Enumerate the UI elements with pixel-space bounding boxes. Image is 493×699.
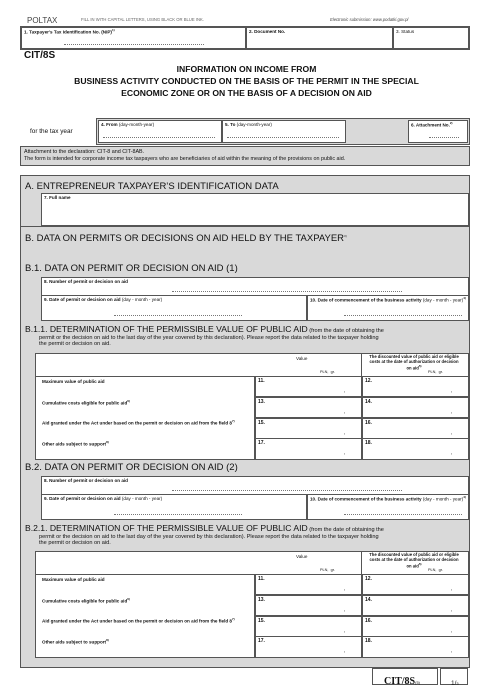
attachment-note — [20, 146, 470, 166]
b1-field-11-num: 11. — [258, 378, 265, 384]
b1-col-disc1: The discounted value of public aid or eligible — [369, 354, 459, 359]
attachment-no-field[interactable] — [408, 120, 468, 143]
b2-row-label-4: Other aids subject to support — [42, 639, 107, 645]
b1-field-14[interactable]: 14. , — [362, 397, 469, 418]
from-date-field[interactable] — [98, 120, 222, 143]
b2-permit-date-hint: (day - month - year) — [121, 496, 163, 501]
attachment-note-line2: The form is intended for corporate income tax taxpayers who are beneficiaries of aid within the meaning of the provisions on public aid. — [24, 156, 346, 162]
b1-col-disc2: costs at the date of authorization or decision — [369, 358, 459, 364]
b2-det-text1: (from the date of obtaining the — [309, 527, 384, 533]
b1-commencement-footnote: 4) — [463, 296, 466, 300]
b1-col-disc3: on aid — [406, 365, 419, 371]
nip-field[interactable] — [21, 27, 246, 49]
b2-permit-date-line — [114, 514, 242, 515]
b2-field-16-num: 16. — [365, 618, 372, 624]
section-a-title: A. ENTREPRENEUR TAXPAYER’S IDENTIFICATION DATA — [25, 181, 279, 192]
b1-permit-date-field[interactable] — [41, 295, 307, 321]
b2-col-disc2: costs at the date of authorization or decision — [369, 556, 459, 562]
b2-field-13[interactable]: 13. , — [255, 595, 362, 616]
b2-field-17-num: 17. — [258, 638, 265, 644]
b1-field-17[interactable]: 17. , — [255, 438, 362, 460]
footer-page-box — [440, 668, 468, 685]
b2-commencement-hint: (day - month - year) — [422, 496, 464, 502]
b1-row-label-4: Other aids subject to support — [42, 441, 107, 447]
to-date-label: 5. To — [225, 122, 236, 127]
footer-version: (5) — [415, 680, 421, 685]
b2-permit-number-label: 8. Number of permit or decision on aid — [44, 478, 128, 483]
b2-field-15[interactable]: 15. , — [255, 616, 362, 637]
form-code: CIT/8S — [24, 50, 56, 61]
to-date-line — [227, 137, 339, 138]
to-date-field[interactable] — [222, 120, 346, 143]
b1-field-16[interactable]: 16. , — [362, 418, 469, 439]
section-a — [20, 175, 470, 227]
b2-col-disc-footnote: 5) — [418, 561, 422, 566]
b1-aid-table — [35, 353, 469, 460]
b2-field-18[interactable]: 18. , — [362, 636, 469, 658]
b1-det-block — [25, 325, 465, 348]
b2-unit-pln: PLN, — [320, 568, 329, 572]
nip-input-line — [64, 44, 204, 45]
nip-label: 1. Taxpayer's Tax Identification No. (NIP) — [24, 29, 112, 35]
b2-row-footnote-4: 8) — [106, 638, 109, 642]
b1-field-17-num: 17. — [258, 440, 265, 446]
b2-det-text2: permit or the decision on aid to the last day of the year covered by this declaration). Please report the data related to the taxpayer holding — [39, 533, 379, 540]
b1-commencement-hint: (day - month - year) — [422, 297, 464, 303]
b1-field-15-num: 15. — [258, 420, 265, 426]
b1-permit-number-field[interactable] — [41, 277, 469, 296]
b2-title: B.2. DATA ON PERMIT OR DECISION ON AID (2) — [25, 462, 238, 473]
b1-det-text2: permit or the decision on aid to the last day of the year covered by this declaration). Please report the data related to the taxpayer holding — [39, 334, 379, 341]
b1-row-footnote-4: 8) — [106, 440, 109, 444]
b2-field-11[interactable]: 11. , — [255, 574, 362, 595]
b1-field-18[interactable]: 18. , — [362, 438, 469, 460]
b2-field-12-num: 12. — [365, 576, 372, 582]
b1-field-14-num: 14. — [365, 399, 372, 405]
from-date-line — [103, 137, 215, 138]
form-title-line3: ECONOMIC ZONE OR ON THE BASIS OF A DECISION ON AID — [121, 88, 372, 98]
b1-col-disc-footnote: 5) — [418, 363, 422, 368]
b2-field-13-num: 13. — [258, 597, 265, 603]
b1-row-footnote-2: 6) — [127, 399, 130, 403]
attachment-note-line1: Attachment to the declaration: CIT-8 and CIT-8AB. — [24, 149, 145, 155]
b2-commencement-label: 10. Date of commencement of the business activity — [310, 496, 422, 502]
b2-permit-date-field[interactable] — [41, 494, 307, 520]
b2-unit-gr: gr. — [330, 568, 335, 572]
b1-row-footnote-3: 7) — [231, 419, 235, 423]
b2-row-label-1: Maximum value of public aid — [42, 577, 105, 582]
b1-unit-pln-2: PLN, — [428, 370, 437, 374]
poltax-logo: POLTAX — [27, 16, 58, 25]
b1-field-13-num: 13. — [258, 399, 265, 405]
to-date-hint: (day-month-year) — [236, 122, 272, 127]
b1-unit-gr-2: gr. — [438, 370, 443, 374]
b2-commencement-line — [344, 514, 462, 515]
b1-row-label-3: Aid granted under the Act under based on the permit or decision on aid from the field 8 — [42, 420, 232, 426]
b2-col-value: Value — [296, 554, 308, 559]
b1-commencement-label: 10. Date of commencement of the business activity — [310, 297, 422, 303]
b2-field-14-num: 14. — [365, 597, 372, 603]
section-b-title: B. DATA ON PERMITS OR DECISIONS ON AID HELD BY THE TAXPAYER — [25, 233, 345, 244]
b2-field-11-num: 11. — [258, 576, 265, 582]
b1-permit-date-label: 9. Date of permit or decision on aid — [44, 297, 121, 302]
b2-permit-number-line — [172, 490, 402, 491]
section-b-footnote: 3) — [344, 233, 347, 238]
b1-unit-gr: gr. — [330, 370, 335, 374]
status-field[interactable] — [393, 27, 469, 49]
b1-commencement-date-field[interactable] — [307, 295, 469, 321]
nip-footnote: 1) — [111, 28, 115, 32]
b1-field-16-num: 16. — [365, 420, 372, 426]
b1-commencement-line — [344, 315, 462, 316]
b1-det-title: B.1.1. DETERMINATION OF THE PERMISSIBLE VALUE OF PUBLIC AID — [25, 324, 308, 334]
attachment-no-label: 6. Attachment No. — [411, 122, 450, 128]
document-no-field[interactable] — [246, 27, 393, 49]
b1-field-15[interactable]: 15. , — [255, 418, 362, 439]
status-label: 3. Status — [396, 29, 415, 34]
b2-det-title: B.2.1. DETERMINATION OF THE PERMISSIBLE VALUE OF PUBLIC AID — [25, 523, 308, 533]
from-date-hint: (day-month-year) — [118, 122, 155, 127]
b1-field-13[interactable]: 13. , — [255, 397, 362, 418]
b2-col-disc1: The discounted value of public aid or eligible — [369, 552, 459, 557]
b1-field-12-num: 12. — [365, 378, 372, 384]
footer-page-total: 3 — [456, 681, 459, 686]
b2-commencement-footnote: 4) — [463, 495, 466, 499]
b2-unit-gr-2: gr. — [438, 568, 443, 572]
b2-col-disc3: on aid — [406, 563, 419, 569]
b2-row-label-2: Cumulative costs eligible for public aid — [42, 598, 128, 604]
form-title-line1: INFORMATION ON INCOME FROM — [176, 64, 317, 74]
ink-instruction: FILL IN WITH CAPITAL LETTERS, USING BLACK OR BLUE INK. — [81, 17, 204, 22]
b1-permit-date-hint: (day - month - year) — [121, 297, 163, 302]
footer-form-code: CIT/8S — [384, 676, 416, 687]
b1-unit-pln: PLN, — [320, 370, 329, 374]
b2-permit-date-label: 9. Date of permit or decision on aid — [44, 496, 121, 501]
b1-det-text1: (from the date of obtaining the — [309, 328, 384, 334]
b2-field-14[interactable]: 14. , — [362, 595, 469, 616]
b1-row-label-1: Maximum value of public aid — [42, 379, 105, 384]
b2-commencement-date-field[interactable] — [307, 494, 469, 520]
form-title-line2: BUSINESS ACTIVITY CONDUCTED ON THE BASIS OF THE PERMIT IN THE SPECIAL — [74, 76, 419, 86]
b1-det-text3: the permit or decision on aid. — [39, 341, 111, 348]
b2-det-text3: the permit or decision on aid. — [39, 540, 111, 547]
footer-form-code-box — [372, 668, 438, 685]
b2-row-footnote-3: 7) — [231, 617, 235, 621]
b2-aid-table — [35, 551, 469, 658]
attachment-no-line — [429, 137, 459, 138]
b1-field-11[interactable]: 11. , — [255, 376, 362, 397]
electronic-submission: Electronic submission: www.podatki.gov.pl — [330, 17, 409, 22]
tax-year-label: for the tax year — [30, 128, 73, 135]
b1-permit-date-line — [114, 315, 242, 316]
b2-field-16[interactable]: 16. , — [362, 616, 469, 637]
b1-title: B.1. DATA ON PERMIT OR DECISION ON AID (1) — [25, 263, 238, 274]
footer-page: 1/ — [451, 680, 457, 687]
b2-field-18-num: 18. — [365, 638, 372, 644]
b1-field-12[interactable]: 12. , — [362, 376, 469, 397]
b2-field-15-num: 15. — [258, 618, 265, 624]
full-name-label: 7. Full name — [44, 195, 71, 200]
b2-row-footnote-2: 6) — [127, 597, 130, 601]
b1-permit-number-line — [172, 291, 402, 292]
b1-permit-number-label: 8. Number of permit or decision on aid — [44, 279, 128, 284]
b1-col-value: Value — [296, 356, 308, 361]
attachment-no-footnote: 2) — [449, 121, 453, 125]
b2-row-label-3: Aid granted under the Act under based on the permit or decision on aid from the field 8 — [42, 618, 232, 624]
b1-row-label-2: Cumulative costs eligible for public aid — [42, 400, 128, 406]
b2-field-12[interactable]: 12. , — [362, 574, 469, 595]
b2-field-17[interactable]: 17. , — [255, 636, 362, 658]
from-date-label: 4. From — [101, 122, 118, 127]
b2-unit-pln-2: PLN, — [428, 568, 437, 572]
section-b — [20, 226, 470, 668]
b2-permit-number-field[interactable] — [41, 476, 469, 495]
full-name-field[interactable] — [41, 193, 469, 226]
document-no-label: 2. Document No. — [249, 29, 286, 34]
b1-field-18-num: 18. — [365, 440, 372, 446]
b2-det-block — [25, 524, 465, 547]
